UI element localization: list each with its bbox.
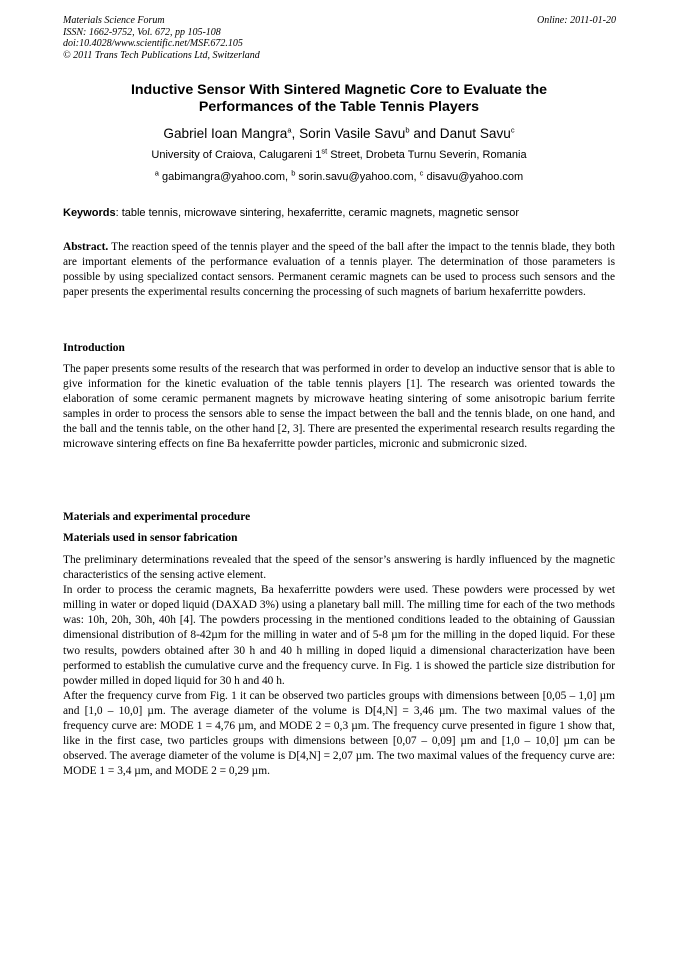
- email-address: sorin.savu@yahoo.com,: [295, 171, 420, 183]
- author-affil-mark: b: [405, 125, 410, 135]
- affiliation: [63, 148, 615, 162]
- email-address: disavu@yahoo.com: [423, 171, 524, 183]
- online-date: Online: 2011-01-20: [537, 15, 616, 26]
- paragraph: The paper presents some results of the research that was performed in order to develop an inductive sensor that is able to give information for the kinetic evaluation of the table tennis players [1]. The research was oriented towards the elaboration of some ceramic permanent magnets by microwave heating sintering of some anisotropic barium ferrite samples in order to process the sensors able to sense the impact between the ball and the tennis blade, on one hand, and the ball and the tennis table, on the other hand [2, 3]. There are presented the experimental research results regarding the microwave sintering effects on fine Ba hexaferritte powder particles, micronic and submicronic sized.: [63, 363, 615, 451]
- email-mark: c: [419, 168, 424, 178]
- author-name: and Danut Savu: [409, 126, 511, 141]
- email-mark: b: [291, 168, 296, 178]
- abstract-label: Abstract.: [63, 241, 109, 253]
- affiliation-text: University of Craiova, Calugareni 1: [151, 149, 322, 161]
- keywords-label: Keywords: [63, 207, 116, 219]
- abstract: [63, 240, 615, 300]
- section-heading-introduction: Introduction: [63, 342, 125, 354]
- journal-header: [63, 15, 260, 61]
- paragraph: The preliminary determinations revealed that the speed of the sensor’s answering is hardly influenced by the magnetic characteristics of the sensing active element.: [63, 554, 615, 582]
- keywords-text: : table tennis, microwave sintering, hexaferritte, ceramic magnets, magnetic sensor: [115, 207, 520, 219]
- copyright-line: © 2011 Trans Tech Publications Ltd, Switzerland: [63, 49, 260, 61]
- doi-line: doi:10.4028/www.scientific.net/MSF.672.105: [63, 38, 243, 49]
- affiliation-sup: st: [321, 146, 328, 156]
- paragraph: After the frequency curve from Fig. 1 it can be observed two particles groups with dimensions between [0,05 – 1,0] µm and [1,0 – 10,0] µm. The average diameter of the volume is D[4,N] = 3,46 µm. The two maximal values of the frequency curve are: MODE 1 = 4,76 µm, and MODE 2 = 0,3 µm. The frequency curve presented in figure 1 show that, like in the first case, two particles groups with dimensions between [0,07 – 0,09] µm and [1,0 – 10,0] µm can be observed. The average diameter of the volume is D[4,N] = 2,07 µm. The two maximal values of the frequency curve are: MODE 1 = 3,4 µm, and MODE 2 = 0,29 µm.: [63, 689, 615, 778]
- paragraph: In order to process the ceramic magnets, Ba hexaferritte powders were used. These powders were processed by wet milling in water or doped liquid (DAXAD 3%) using a planetary ball mill. The milling time for each of the two methods was: 10h, 20h, 30h, 40h [4]. The powders processing in the mentioned conditions leaded to the obtaining of Gaussian dimensional distribution of 8-42µm for the milling in water and of 5-8 µm for the milling in the doped liquid. For these two results, powders obtained after 30 h and 40 h milling in doped liquid a dimensional characterization have been performed to establish the cumulative curve and the frequency curve. In Fig. 1 is showed the particle size distribution for powder milled in doped liquid for 30 h and 40 h.: [63, 584, 615, 687]
- email-address: gabimangra@yahoo.com,: [158, 171, 292, 183]
- subsection-heading-materials-used: Materials used in sensor fabrication: [63, 532, 238, 544]
- author-affil-mark: a: [287, 125, 292, 135]
- title-line-1: Inductive Sensor With Sintered Magnetic Core to Evaluate the: [130, 82, 548, 98]
- keywords: [63, 206, 615, 220]
- title-line-2: Performances of the Table Tennis Players: [198, 99, 480, 115]
- journal-name: Materials Science Forum: [63, 15, 165, 26]
- materials-body: [63, 553, 615, 779]
- affiliation-text: Street, Drobeta Turnu Severin, Romania: [327, 149, 527, 161]
- introduction-body: [63, 362, 615, 453]
- paper-title: [63, 82, 615, 116]
- email-mark: a: [154, 168, 159, 178]
- author-name: Gabriel Ioan Mangra: [163, 126, 288, 141]
- email-list: [63, 170, 615, 184]
- issn-line: ISSN: 1662-9752, Vol. 672, pp 105-108: [63, 26, 221, 38]
- author-affil-mark: c: [510, 125, 515, 135]
- author-list: [63, 125, 615, 142]
- author-name: , Sorin Vasile Savu: [291, 126, 406, 141]
- section-heading-materials: Materials and experimental procedure: [63, 511, 251, 523]
- abstract-text: The reaction speed of the tennis player and the speed of the ball after the impact to the tennis blade, they both are important elements of the performance evaluation of a tennis player. The determination of those parameters is possible by using specialized contact sensors. Permanent ceramic magnets can be used to process such sensors and the paper presents the experimental results concerning the processing of such magnets of barium hexaferritte powders.: [63, 241, 615, 299]
